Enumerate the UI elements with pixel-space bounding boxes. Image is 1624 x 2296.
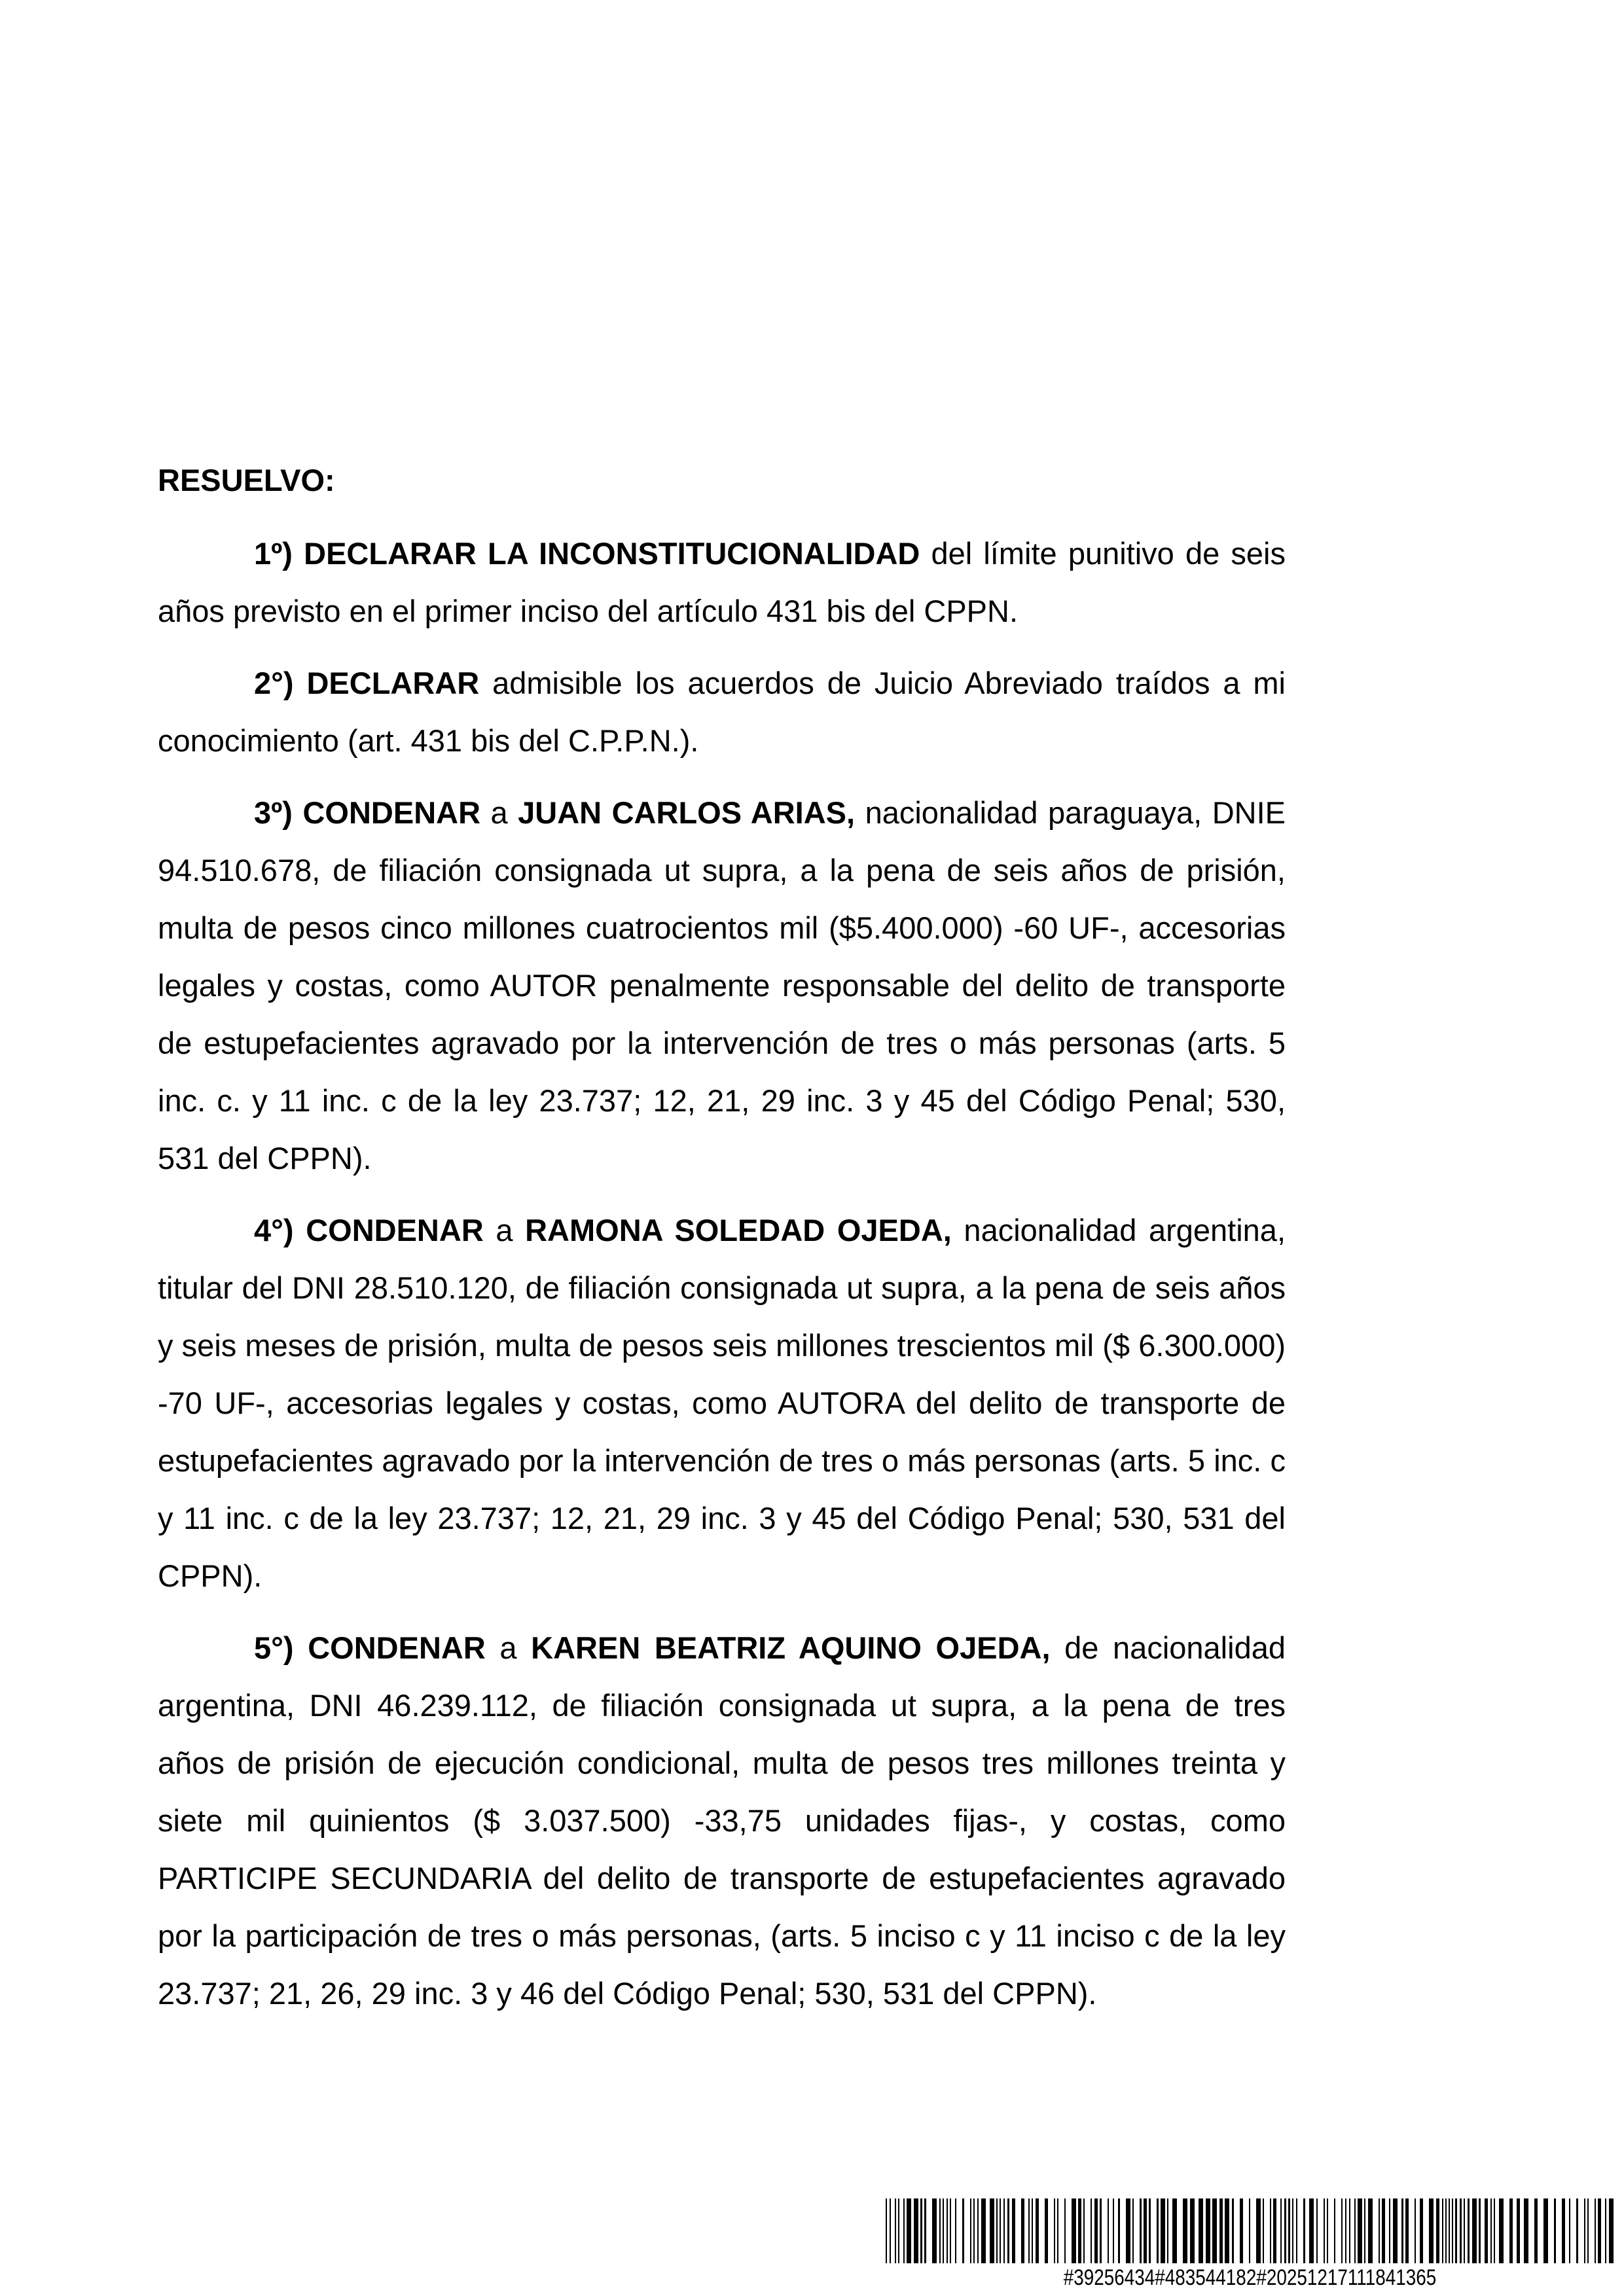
barcode-bar bbox=[1032, 2198, 1033, 2263]
barcode-bar bbox=[1455, 2198, 1457, 2263]
barcode-bar bbox=[1212, 2198, 1217, 2263]
item-connector: a bbox=[485, 1630, 532, 1665]
barcode-bar bbox=[1354, 2198, 1356, 2263]
barcode-bar bbox=[1393, 2198, 1398, 2263]
item-text: nacionalidad argentina, titular del DNI 28.510.120, de filiación consignada ut supra, a la pena de seis años y seis meses de prisión, multa de pesos seis millones trescientos mil ($ 6.300.000) -70 UF-, accesorias legales y costas, como AUTORA del delito de transporte de estupefacientes agravado por la intervención de tres o más personas (arts. 5 inc. c y 11 inc. c de la ley 23.737; 12, 21, 29 inc. 3 y 45 del Código Penal; 530, 531 del CPPN). bbox=[158, 1213, 1286, 1593]
barcode-bar bbox=[977, 2198, 979, 2263]
barcode-bar bbox=[1000, 2198, 1001, 2263]
barcode bbox=[886, 2198, 1614, 2263]
barcode-bar bbox=[1605, 2198, 1606, 2263]
item-connector: a bbox=[480, 795, 518, 830]
barcode-bar bbox=[1499, 2198, 1504, 2263]
barcode-bar bbox=[890, 2198, 891, 2263]
barcode-bar bbox=[1479, 2198, 1481, 2263]
barcode-bar bbox=[1021, 2198, 1024, 2263]
barcode-bar bbox=[1113, 2198, 1114, 2263]
barcode-bar bbox=[1144, 2198, 1147, 2263]
barcode-bar bbox=[970, 2198, 971, 2263]
barcode-bar bbox=[1225, 2198, 1229, 2263]
item-verb: CONDENAR bbox=[308, 1630, 486, 1665]
barcode-bar bbox=[924, 2198, 926, 2263]
barcode-bar bbox=[1358, 2198, 1362, 2263]
barcode-bar bbox=[1534, 2198, 1538, 2263]
barcode-bar bbox=[1436, 2198, 1439, 2263]
barcode-bar bbox=[1509, 2198, 1513, 2263]
barcode-bar bbox=[939, 2198, 941, 2263]
barcode-bar bbox=[1219, 2198, 1223, 2263]
barcode-bar bbox=[1108, 2198, 1109, 2263]
barcode-bar bbox=[1292, 2198, 1293, 2263]
barcode-bar bbox=[1072, 2198, 1076, 2263]
barcode-bar bbox=[1256, 2198, 1261, 2263]
barcode-bar bbox=[1091, 2198, 1092, 2263]
barcode-bar bbox=[1341, 2198, 1343, 2263]
barcode-bar bbox=[1316, 2198, 1318, 2263]
barcode-bar bbox=[1468, 2198, 1470, 2263]
barcode-bar bbox=[1524, 2198, 1528, 2263]
barcode-bar bbox=[1464, 2198, 1465, 2263]
resolution-item-3 bbox=[158, 784, 1286, 1187]
document-body bbox=[158, 452, 1286, 2037]
barcode-bar bbox=[903, 2198, 905, 2263]
item-number: 5°) bbox=[254, 1630, 294, 1665]
resuelvo-heading: RESUELVO: bbox=[158, 463, 335, 497]
barcode-bar bbox=[990, 2198, 994, 2263]
barcode-bar bbox=[1494, 2198, 1495, 2263]
barcode-bar bbox=[1288, 2198, 1290, 2263]
barcode-bar bbox=[1327, 2198, 1328, 2263]
barcode-bar bbox=[1379, 2198, 1380, 2263]
item-text: del límite punitivo de seis años previsto en el primer inciso del artículo 431 bis del CPPN. bbox=[158, 536, 1286, 628]
barcode-bar bbox=[1364, 2198, 1365, 2263]
barcode-bar bbox=[895, 2198, 896, 2263]
resolution-item-5 bbox=[158, 1619, 1286, 2022]
item-number: 3º) bbox=[254, 795, 293, 830]
barcode-bar bbox=[947, 2198, 948, 2263]
barcode-bar bbox=[1368, 2198, 1373, 2263]
barcode-bar bbox=[1118, 2198, 1120, 2263]
barcode-bar bbox=[1083, 2198, 1085, 2263]
barcode-bar bbox=[1064, 2198, 1066, 2263]
defendant-name: KAREN BEATRIZ AQUINO OJEDA, bbox=[531, 1630, 1051, 1665]
item-connector: a bbox=[483, 1213, 526, 1247]
barcode-bar bbox=[1149, 2198, 1151, 2263]
item-verb: CONDENAR bbox=[306, 1213, 484, 1247]
item-verb: CONDENAR bbox=[302, 795, 481, 830]
barcode-bar bbox=[1206, 2198, 1210, 2263]
barcode-bar bbox=[1157, 2198, 1159, 2263]
barcode-bar bbox=[1132, 2198, 1134, 2263]
barcode-bar bbox=[1472, 2198, 1477, 2263]
barcode-bar bbox=[1054, 2198, 1055, 2263]
barcode-bar bbox=[1263, 2198, 1264, 2263]
barcode-bar bbox=[1078, 2198, 1081, 2263]
barcode-bar bbox=[1284, 2198, 1286, 2263]
item-text: admisible los acuerdos de Juicio Abreviado traídos a mi conocimiento (art. 431 bis del C.P.P.N.). bbox=[158, 666, 1286, 758]
barcode-bar bbox=[1270, 2198, 1271, 2263]
barcode-bar bbox=[996, 2198, 998, 2263]
item-text: de nacionalidad argentina, DNI 46.239.112, de filiación consignada ut supra, a la pena de tres años de prisión de ejecución condicional, multa de pesos tres millones treinta y siete mil quinientos ($ 3.037.500) -33,75 unidades fijas-, y costas, como PARTICIPE SECUNDARIA del delito de transporte de estupefacientes agravado por la participación de tres o más personas, (arts. 5 inciso c y 11 inciso c de la ley 23.737; 21, 26, 29 inc. 3 y 46 del Código Penal; 530, 531 del CPPN). bbox=[158, 1630, 1286, 2011]
barcode-bar bbox=[1172, 2198, 1177, 2263]
barcode-bar bbox=[1309, 2198, 1314, 2263]
barcode-bar bbox=[1183, 2198, 1187, 2263]
barcode-bar bbox=[1405, 2198, 1409, 2263]
item-number: 2°) bbox=[254, 666, 294, 700]
resolution-item-2 bbox=[158, 655, 1286, 770]
barcode-bar bbox=[1126, 2198, 1130, 2263]
barcode-bar bbox=[1595, 2198, 1596, 2263]
item-number: 4°) bbox=[254, 1213, 294, 1247]
defendant-name: RAMONA SOLEDAD OJEDA, bbox=[525, 1213, 952, 1247]
barcode-bar bbox=[955, 2198, 956, 2263]
barcode-bar bbox=[1161, 2198, 1165, 2263]
barcode-bar bbox=[907, 2198, 911, 2263]
barcode-bar bbox=[1517, 2198, 1520, 2263]
barcode-number: #39256434#483544182#20251217111841365 bbox=[1063, 2265, 1437, 2290]
barcode-bar bbox=[898, 2198, 899, 2263]
barcode-bar bbox=[1584, 2198, 1585, 2263]
barcode-bar bbox=[1167, 2198, 1168, 2263]
barcode-bar bbox=[1280, 2198, 1282, 2263]
barcode-bar bbox=[1442, 2198, 1443, 2263]
barcode-bar bbox=[943, 2198, 944, 2263]
barcode-bar bbox=[1296, 2198, 1297, 2263]
resolution-item-4 bbox=[158, 1202, 1286, 1605]
resolution-item-1 bbox=[158, 525, 1286, 640]
barcode-bar bbox=[1554, 2198, 1556, 2263]
item-text: nacionalidad paraguaya, DNIE 94.510.678, de filiación consignada ut supra, a la pena de seis años de prisión, multa de pesos cinco millones cuatrocientos mil ($5.400.000) -60 UF-, accesorias legales y costas, como AUTOR penalmente responsable del delito de transporte de estupefacientes agravado por la intervención de tres o más personas (arts. 5 inc. c. y 11 inc. c de la ley 23.737; 12, 21, 29 inc. 3 y 45 del Código Penal; 530, 531 del CPPN). bbox=[158, 795, 1286, 1175]
barcode-bar bbox=[1485, 2198, 1488, 2263]
barcode-bar bbox=[1100, 2198, 1102, 2263]
barcode-bar bbox=[1324, 2198, 1325, 2263]
barcode-bar bbox=[1389, 2198, 1390, 2263]
barcode-bar bbox=[1232, 2198, 1234, 2263]
barcode-bar bbox=[920, 2198, 922, 2263]
barcode-bar bbox=[1094, 2198, 1098, 2263]
item-verb: DECLARAR bbox=[306, 666, 480, 700]
barcode-bar bbox=[1576, 2198, 1578, 2263]
barcode-bar bbox=[932, 2198, 937, 2263]
barcode-bar bbox=[1012, 2198, 1015, 2263]
barcode-bar bbox=[1003, 2198, 1005, 2263]
barcode-bar bbox=[1036, 2198, 1039, 2263]
defendant-name: JUAN CARLOS ARIAS, bbox=[518, 795, 856, 830]
barcode-bar bbox=[1382, 2198, 1385, 2263]
barcode-bar bbox=[1587, 2198, 1589, 2263]
barcode-bar bbox=[1045, 2198, 1048, 2263]
barcode-bar bbox=[1057, 2198, 1058, 2263]
barcode-bar bbox=[950, 2198, 951, 2263]
item-number: 1º) bbox=[254, 536, 293, 571]
barcode-bar bbox=[1273, 2198, 1276, 2263]
barcode-bar bbox=[973, 2198, 975, 2263]
barcode-bar bbox=[1007, 2198, 1009, 2263]
item-verb: DECLARAR LA INCONSTITUCIONALIDAD bbox=[304, 536, 920, 571]
barcode-bar bbox=[1240, 2198, 1243, 2263]
barcode-bar bbox=[1452, 2198, 1453, 2263]
barcode-bar bbox=[1415, 2198, 1416, 2263]
barcode-bar bbox=[981, 2198, 986, 2263]
barcode-bar bbox=[1569, 2198, 1570, 2263]
barcode-bar bbox=[1028, 2198, 1030, 2263]
barcode-bar bbox=[1199, 2198, 1203, 2263]
barcode-bar bbox=[1249, 2198, 1250, 2263]
barcode-bar bbox=[1598, 2198, 1601, 2263]
barcode-bar bbox=[1562, 2198, 1565, 2263]
barcode-bar bbox=[1445, 2198, 1447, 2263]
barcode-bar bbox=[962, 2198, 964, 2263]
barcode-bar bbox=[886, 2198, 887, 2263]
barcode-bar bbox=[1543, 2198, 1548, 2263]
barcode-bar bbox=[1429, 2198, 1434, 2263]
barcode-bar bbox=[1401, 2198, 1403, 2263]
barcode-bar bbox=[1609, 2198, 1614, 2263]
barcode-bar bbox=[1349, 2198, 1350, 2263]
barcode-bar bbox=[1140, 2198, 1142, 2263]
barcode-bar bbox=[1420, 2198, 1423, 2263]
barcode-bar bbox=[914, 2198, 918, 2263]
barcode-bar bbox=[1460, 2198, 1462, 2263]
barcode-bar bbox=[1490, 2198, 1492, 2263]
barcode-bar bbox=[1345, 2198, 1346, 2263]
barcode-bar bbox=[1190, 2198, 1195, 2263]
barcode-bar bbox=[1449, 2198, 1450, 2263]
barcode-bar bbox=[1334, 2198, 1335, 2263]
barcode-bar bbox=[1303, 2198, 1305, 2263]
